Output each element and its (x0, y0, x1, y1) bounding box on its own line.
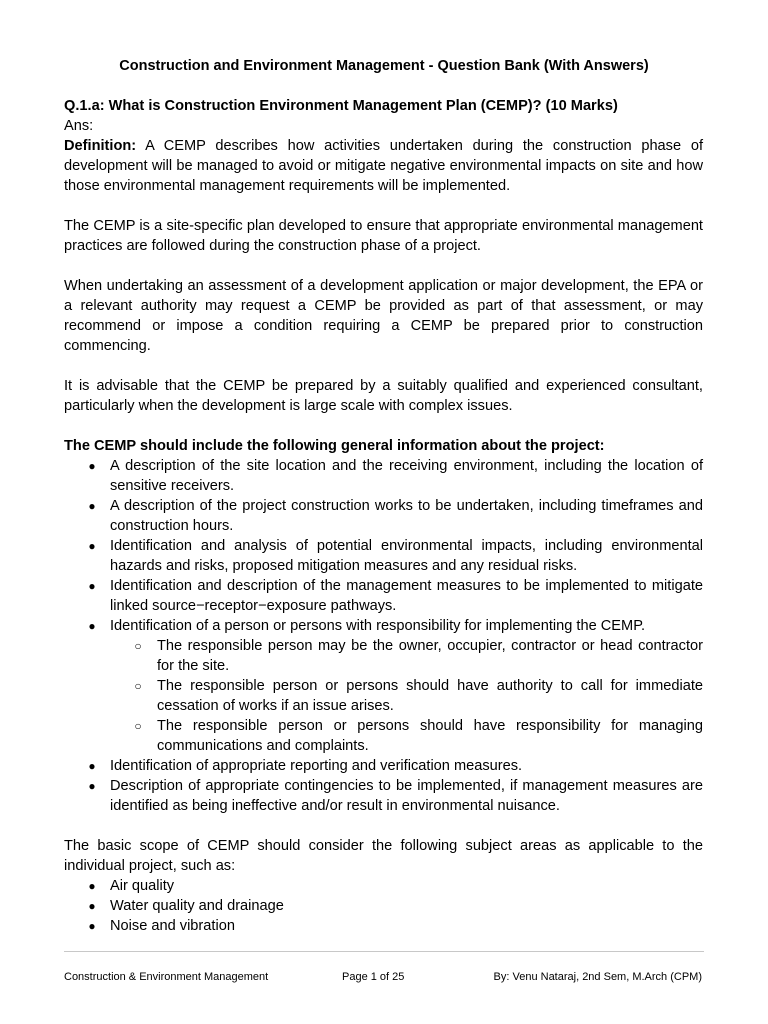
list-item (64, 456, 703, 496)
definition-paragraph (64, 136, 703, 196)
paragraph: It is advisable that the CEMP be prepared by a suitably qualified and experienced consultant, particularly when the development is large scale with complex issues. (64, 378, 703, 414)
bullet-icon: ● (88, 919, 96, 933)
sub-list (110, 636, 703, 756)
sub-list-item (110, 716, 703, 756)
question-heading: Q.1.a: What is Construction Environment Management Plan (CEMP)? (10 Marks) (64, 98, 618, 114)
bullet-icon: ● (88, 539, 96, 553)
list-item (64, 496, 703, 536)
list-item-text: Identification and description of the management measures to be implemented to mitigate linked source−receptor−exposure pathways. (110, 578, 703, 614)
sub-list-item-text: The responsible person or persons should have responsibility for managing communications and complaints. (157, 718, 703, 754)
scope-list (64, 876, 703, 936)
list-item (64, 896, 703, 916)
footer-author: By: Venu Nataraj, 2nd Sem, M.Arch (CPM) (493, 971, 702, 983)
definition-text: A CEMP describes how activities undertaken during the construction phase of development will be managed to avoid or mitigate negative environmental impacts on site and how those environmental management requirements will be implemented. (64, 138, 703, 194)
list-heading: The CEMP should include the following general information about the project: (64, 438, 605, 454)
list-item (64, 776, 703, 816)
bullet-icon: ● (88, 779, 96, 793)
sub-list-item (110, 676, 703, 716)
footer-page-number: Page 1 of 25 (342, 971, 405, 983)
bullet-icon: ● (88, 499, 96, 513)
list-item-text: A description of the project construction works to be undertaken, including timeframes and construction hours. (110, 498, 703, 534)
list-item (64, 576, 703, 616)
list-item-text: Air quality (110, 878, 175, 894)
bullet-icon: ● (88, 899, 96, 913)
scope-paragraph: The basic scope of CEMP should consider the following subject areas as applicable to the individual project, such as: (64, 838, 703, 874)
list-item-text: A description of the site location and the receiving environment, including the location of sensitive receivers. (110, 458, 703, 494)
bullet-icon: ● (88, 579, 96, 593)
definition-label: Definition: (64, 138, 137, 154)
sub-bullet-icon: ○ (134, 639, 142, 653)
answer-label: Ans: (64, 118, 94, 134)
bullet-icon: ● (88, 619, 96, 633)
list-item (64, 876, 703, 896)
paragraph: When undertaking an assessment of a development application or major development, the EPA or a relevant authority may request a CEMP be provided as part of that assessment, or may recommend or impose a condition requiring a CEMP be prepared prior to construction commencing. (64, 278, 703, 354)
list-item-text: Description of appropriate contingencies to be implemented, if management measures are identified as being ineffective and/or result in environmental nuisance. (110, 778, 703, 814)
list-item (64, 756, 703, 776)
footer-divider (64, 951, 704, 952)
sub-bullet-icon: ○ (134, 679, 142, 693)
bullet-icon: ● (88, 759, 96, 773)
sub-list-item (110, 636, 703, 676)
sub-bullet-icon: ○ (134, 719, 142, 733)
list-item-text: Water quality and drainage (110, 898, 284, 914)
info-list (64, 456, 703, 816)
sub-list-item-text: The responsible person or persons should have authority to call for immediate cessation of works if an issue arises. (157, 678, 703, 714)
document-title: Construction and Environment Management - Question Bank (With Answers) (119, 58, 649, 74)
document-body (64, 96, 703, 936)
paragraph: The CEMP is a site-specific plan developed to ensure that appropriate environmental management practices are followed during the construction phase of a project. (64, 218, 703, 254)
footer-course: Construction & Environment Management (64, 971, 269, 983)
list-item-text: Identification and analysis of potential environmental impacts, including environmental hazards and risks, proposed mitigation measures and any residual risks. (110, 538, 703, 574)
list-item (64, 916, 703, 936)
list-item (64, 536, 703, 576)
list-item-text: Noise and vibration (110, 918, 235, 934)
bullet-icon: ● (88, 879, 96, 893)
list-item (64, 616, 703, 756)
list-item-text: Identification of appropriate reporting and verification measures. (110, 758, 523, 774)
list-item-text: Identification of a person or persons with responsibility for implementing the CEMP. (110, 618, 646, 634)
sub-list-item-text: The responsible person may be the owner, occupier, contractor or head contractor for the site. (157, 638, 703, 674)
bullet-icon: ● (88, 459, 96, 473)
